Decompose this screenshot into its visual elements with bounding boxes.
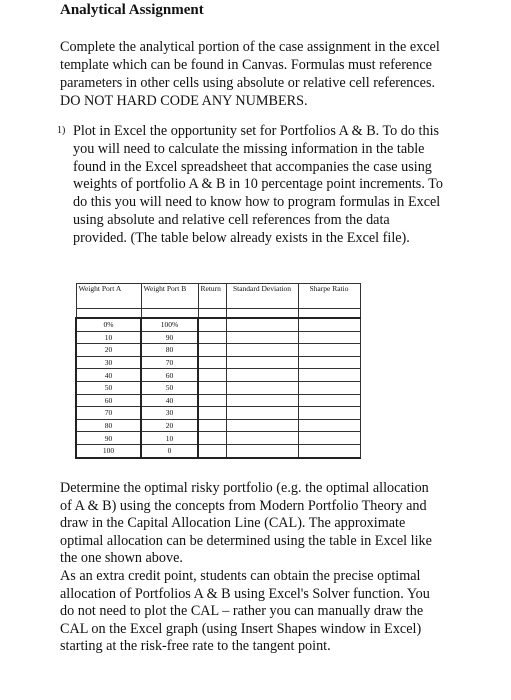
empty-cell	[226, 419, 298, 432]
empty-cell	[226, 381, 298, 394]
empty-cell	[198, 394, 226, 407]
weight-a-cell: 20	[76, 344, 141, 357]
empty-cell	[226, 369, 298, 382]
empty-cell	[198, 369, 226, 382]
weight-a-cell: 50	[76, 381, 141, 394]
header-weight-b: Weight Port B	[141, 284, 198, 309]
empty-cell	[198, 331, 226, 344]
weight-a-cell: 90	[76, 432, 141, 445]
weight-b-cell: 0	[141, 444, 198, 457]
empty-cell	[226, 407, 298, 420]
empty-cell	[298, 356, 360, 369]
optimal-portfolio-paragraph: Determine the optimal risky portfolio (e.g. the optimal allocation of A & B) using the concepts from Modern Portfolio Theory and draw in the Capital Allocation Line (CAL). The approximate optimal allocation can be determined using the table in Excel like the one shown above.	[60, 480, 432, 567]
empty-cell	[298, 444, 360, 457]
weight-a-cell: 80	[76, 419, 141, 432]
empty-cell	[198, 356, 226, 369]
weight-a-cell: 0%	[76, 318, 141, 331]
question-number: 1)	[57, 125, 66, 136]
header-std-dev: Standard Deviation	[226, 284, 298, 309]
weight-b-cell: 40	[141, 394, 198, 407]
empty-cell	[226, 356, 298, 369]
empty-cell	[298, 394, 360, 407]
table-row	[76, 356, 360, 369]
empty-cell	[198, 407, 226, 420]
table-row	[76, 309, 360, 319]
weight-a-cell: 70	[76, 407, 141, 420]
weight-b-cell: 20	[141, 419, 198, 432]
table-row	[76, 369, 360, 382]
weight-a-cell: 30	[76, 356, 141, 369]
empty-cell	[298, 318, 360, 331]
extra-credit-paragraph: As an extra credit point, students can obtain the precise optimal allocation of Portfolios A & B using Excel's Solver function. You do not need to plot the CAL – rather you can manually draw the CAL on the Excel graph (using Insert Shapes window in Excel) starting at the risk-free rate to the tangent point.	[60, 567, 430, 655]
table-row	[76, 344, 360, 357]
empty-cell	[226, 444, 298, 457]
empty-cell	[198, 318, 226, 331]
table-row	[76, 394, 360, 407]
weight-b-cell: 80	[141, 344, 198, 357]
table-row	[76, 407, 360, 420]
table-row	[76, 381, 360, 394]
weight-b-cell: 30	[141, 407, 198, 420]
empty-cell	[198, 419, 226, 432]
header-weight-a: Weight Port A	[76, 284, 141, 309]
weight-a-cell: 40	[76, 369, 141, 382]
header-return: Return	[198, 284, 226, 309]
weight-a-cell: 60	[76, 394, 141, 407]
table-row	[76, 432, 360, 445]
empty-cell	[226, 432, 298, 445]
after-table-text	[60, 480, 440, 656]
empty-cell	[226, 394, 298, 407]
empty-cell	[198, 344, 226, 357]
weight-b-cell: 100%	[141, 318, 198, 331]
empty-cell	[298, 419, 360, 432]
empty-cell	[298, 407, 360, 420]
table-row	[76, 444, 360, 457]
weight-b-cell: 50	[141, 381, 198, 394]
empty-cell	[298, 432, 360, 445]
empty-cell	[198, 432, 226, 445]
weight-b-cell: 60	[141, 369, 198, 382]
table-row	[76, 419, 360, 432]
empty-cell	[298, 331, 360, 344]
empty-cell	[298, 344, 360, 357]
empty-cell	[298, 369, 360, 382]
table-row	[76, 331, 360, 344]
table-body	[76, 309, 360, 458]
weight-b-cell: 90	[141, 331, 198, 344]
empty-cell	[298, 381, 360, 394]
weight-b-cell: 10	[141, 432, 198, 445]
weight-b-cell: 70	[141, 356, 198, 369]
empty-cell	[226, 318, 298, 331]
question-1-text: Plot in Excel the opportunity set for Portfolios A & B. To do this you will need to calculate the missing information in the table found in the Excel spreadsheet that accompanies the case using weights of portfolio A & B in 10 percentage point increments. To do this you will need to know how to program formulas in Excel using absolute and relative cell references from the data provided. (The table below already exists in the Excel file).	[73, 123, 443, 246]
empty-cell	[198, 444, 226, 457]
empty-cell	[226, 344, 298, 357]
page-title: Analytical Assignment	[60, 2, 204, 18]
intro-paragraph: Complete the analytical portion of the case assignment in the excel template which can be found in Canvas. Formulas must reference parameters in other cells using absolute or relative cell references. DO NOT HARD CODE ANY NUMBERS.	[60, 39, 440, 109]
empty-cell	[198, 381, 226, 394]
table-row	[76, 318, 360, 331]
opportunity-set-table	[75, 283, 361, 459]
empty-cell	[226, 331, 298, 344]
weight-a-cell: 100	[76, 444, 141, 457]
weight-a-cell: 10	[76, 331, 141, 344]
header-sharpe: Sharpe Ratio	[298, 284, 360, 309]
